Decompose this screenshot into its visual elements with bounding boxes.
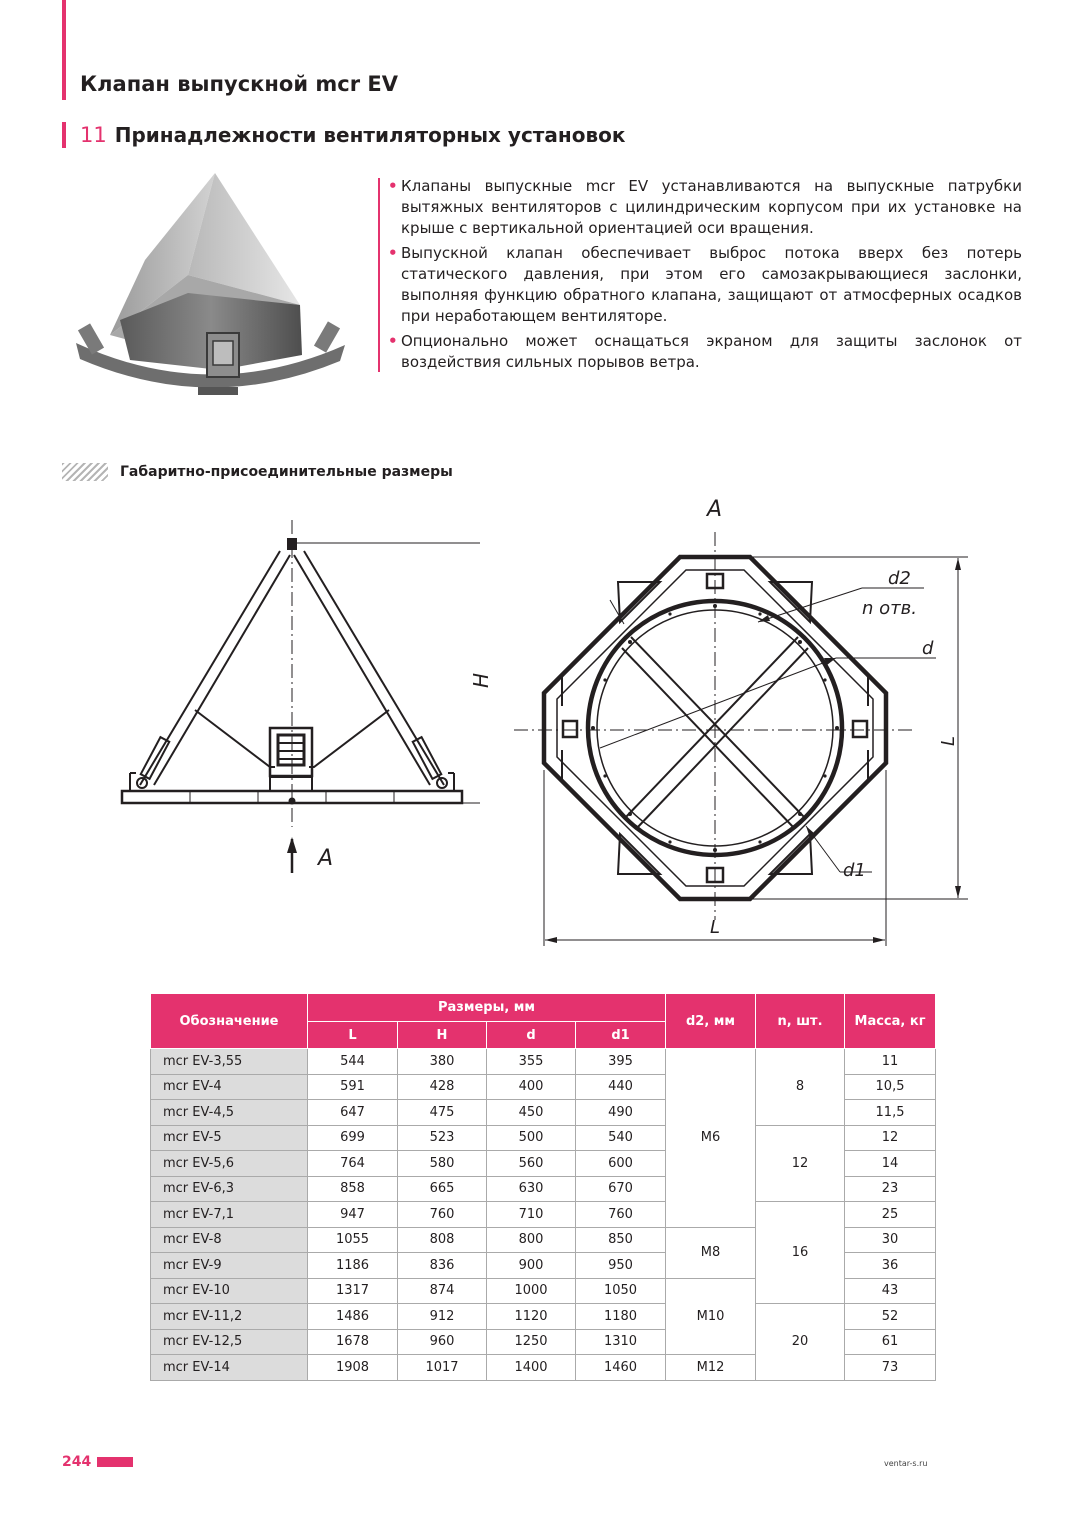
cell-mass: 61	[845, 1329, 936, 1355]
cell-n: 20	[756, 1304, 845, 1381]
cell-mass: 11	[845, 1049, 936, 1075]
header-designation: Обозначение	[151, 994, 308, 1049]
cell-name: mcr EV-5,6	[151, 1151, 308, 1177]
top-view-drawing	[500, 490, 980, 950]
header-d2: d2, мм	[666, 994, 756, 1049]
cell-d1: 440	[576, 1074, 666, 1100]
cell-H: 523	[398, 1125, 487, 1151]
cell-d1: 950	[576, 1253, 666, 1279]
description-list	[388, 176, 1022, 377]
top-accent-bar	[62, 0, 66, 100]
cell-d: 355	[487, 1049, 576, 1075]
header-dimensions: Размеры, мм	[308, 994, 666, 1022]
cell-H: 836	[398, 1253, 487, 1279]
dimensions-heading: Габаритно-присоединительные размеры	[62, 463, 453, 481]
cell-H: 960	[398, 1329, 487, 1355]
header-d1: d1	[576, 1022, 666, 1049]
cell-mass: 14	[845, 1151, 936, 1177]
cell-H: 808	[398, 1227, 487, 1253]
cell-mass: 23	[845, 1176, 936, 1202]
header-H: H	[398, 1022, 487, 1049]
cell-H: 580	[398, 1151, 487, 1177]
cell-d2: M8	[666, 1227, 756, 1278]
cell-L: 1317	[308, 1278, 398, 1304]
cell-d1: 1050	[576, 1278, 666, 1304]
cell-d: 560	[487, 1151, 576, 1177]
table-row	[151, 1049, 936, 1075]
cell-n: 8	[756, 1049, 845, 1126]
cell-n: 16	[756, 1202, 845, 1304]
cell-d: 800	[487, 1227, 576, 1253]
page-footer	[62, 1454, 133, 1470]
description-item: • Выпускной клапан обеспечивает выброс потока вверх без потерь статического давления, при этом его самозакрывающиеся заслонки, выполняя функцию обратного клапана, защищают от атмосферных осадков при неработающем вентиляторе.	[388, 243, 1022, 327]
cell-d1: 540	[576, 1125, 666, 1151]
cell-L: 1678	[308, 1329, 398, 1355]
length-label-vertical	[934, 724, 960, 750]
cell-d2: M6	[666, 1049, 756, 1228]
cell-d2: M12	[666, 1355, 756, 1381]
view-a-label: A	[318, 846, 334, 871]
cell-H: 428	[398, 1074, 487, 1100]
cell-name: mcr EV-6,3	[151, 1176, 308, 1202]
hatch-icon	[62, 463, 108, 481]
cell-d: 1400	[487, 1355, 576, 1381]
cell-d: 630	[487, 1176, 576, 1202]
cell-name: mcr EV-5	[151, 1125, 308, 1151]
cell-d1: 760	[576, 1202, 666, 1228]
footer-accent-block	[97, 1457, 133, 1467]
cell-mass: 30	[845, 1227, 936, 1253]
cell-L: 544	[308, 1049, 398, 1075]
cell-L: 858	[308, 1176, 398, 1202]
cell-H: 874	[398, 1278, 487, 1304]
cell-d: 500	[487, 1125, 576, 1151]
section-accent-bar	[62, 122, 66, 148]
cell-mass: 43	[845, 1278, 936, 1304]
cell-d2: M10	[666, 1278, 756, 1355]
cell-name: mcr EV-11,2	[151, 1304, 308, 1330]
cell-d1: 670	[576, 1176, 666, 1202]
svg-text:H: H	[469, 672, 493, 688]
site-url: ventar-s.ru	[884, 1459, 928, 1468]
cell-mass: 73	[845, 1355, 936, 1381]
cell-d1: 395	[576, 1049, 666, 1075]
height-label	[466, 660, 496, 700]
table-row	[151, 1125, 936, 1151]
cell-H: 912	[398, 1304, 487, 1330]
cell-name: mcr EV-3,55	[151, 1049, 308, 1075]
product-photo	[70, 165, 350, 405]
cell-mass: 12	[845, 1125, 936, 1151]
cell-name: mcr EV-9	[151, 1253, 308, 1279]
cell-L: 647	[308, 1100, 398, 1126]
cell-d: 900	[487, 1253, 576, 1279]
header-d: d	[487, 1022, 576, 1049]
cell-L: 1908	[308, 1355, 398, 1381]
cell-d: 1250	[487, 1329, 576, 1355]
cell-L: 764	[308, 1151, 398, 1177]
cell-d1: 600	[576, 1151, 666, 1177]
cell-n: 12	[756, 1125, 845, 1202]
page-number: 244	[62, 1454, 92, 1470]
cell-H: 475	[398, 1100, 487, 1126]
cell-L: 947	[308, 1202, 398, 1228]
bullets-accent-line	[378, 178, 380, 372]
header-mass: Масса, кг	[845, 994, 936, 1049]
description-item: • Клапаны выпускные mcr EV устанавливаются на выпускные патрубки вытяжных вентиляторов с цилиндрическим корпусом при их установке на крыше с вертикальной ориентацией оси вращения.	[388, 176, 1022, 239]
cell-mass: 25	[845, 1202, 936, 1228]
length-label-horizontal: L	[710, 917, 721, 938]
cell-name: mcr EV-4,5	[151, 1100, 308, 1126]
cell-d1: 1460	[576, 1355, 666, 1381]
section-number: 11	[80, 123, 107, 147]
cell-name: mcr EV-12,5	[151, 1329, 308, 1355]
cell-L: 591	[308, 1074, 398, 1100]
cell-d: 400	[487, 1074, 576, 1100]
side-view-drawing	[110, 515, 480, 885]
table-row	[151, 1304, 936, 1330]
section-heading	[62, 122, 625, 148]
header-L: L	[308, 1022, 398, 1049]
cell-d: 1000	[487, 1278, 576, 1304]
cell-d1: 850	[576, 1227, 666, 1253]
cell-d: 450	[487, 1100, 576, 1126]
cell-name: mcr EV-7,1	[151, 1202, 308, 1228]
cell-H: 380	[398, 1049, 487, 1075]
cell-d: 710	[487, 1202, 576, 1228]
cell-name: mcr EV-4	[151, 1074, 308, 1100]
cell-mass: 11,5	[845, 1100, 936, 1126]
cell-L: 1486	[308, 1304, 398, 1330]
view-a-title: A	[707, 497, 723, 522]
cell-name: mcr EV-10	[151, 1278, 308, 1304]
svg-text:L: L	[938, 735, 959, 746]
cell-L: 1055	[308, 1227, 398, 1253]
cell-d: 1120	[487, 1304, 576, 1330]
specifications-table	[150, 993, 936, 1381]
cell-d1: 1310	[576, 1329, 666, 1355]
cell-d1: 490	[576, 1100, 666, 1126]
page-title: Клапан выпускной mcr EV	[80, 72, 398, 96]
d2-label: d2	[888, 568, 911, 589]
cell-H: 1017	[398, 1355, 487, 1381]
cell-mass: 10,5	[845, 1074, 936, 1100]
cell-L: 1186	[308, 1253, 398, 1279]
d-label: d	[922, 638, 934, 659]
cell-H: 760	[398, 1202, 487, 1228]
holes-label: n отв.	[862, 598, 917, 619]
section-title: Принадлежности вентиляторных установок	[114, 123, 626, 147]
cell-H: 665	[398, 1176, 487, 1202]
description-item: • Опционально может оснащаться экраном для защиты заслонок от воздействия сильных порывов ветра.	[388, 331, 1022, 373]
table-row	[151, 1202, 936, 1228]
cell-d1: 1180	[576, 1304, 666, 1330]
cell-name: mcr EV-8	[151, 1227, 308, 1253]
cell-name: mcr EV-14	[151, 1355, 308, 1381]
cell-mass: 36	[845, 1253, 936, 1279]
cell-L: 699	[308, 1125, 398, 1151]
cell-mass: 52	[845, 1304, 936, 1330]
header-n: n, шт.	[756, 994, 845, 1049]
d1-label: d1	[843, 860, 866, 881]
